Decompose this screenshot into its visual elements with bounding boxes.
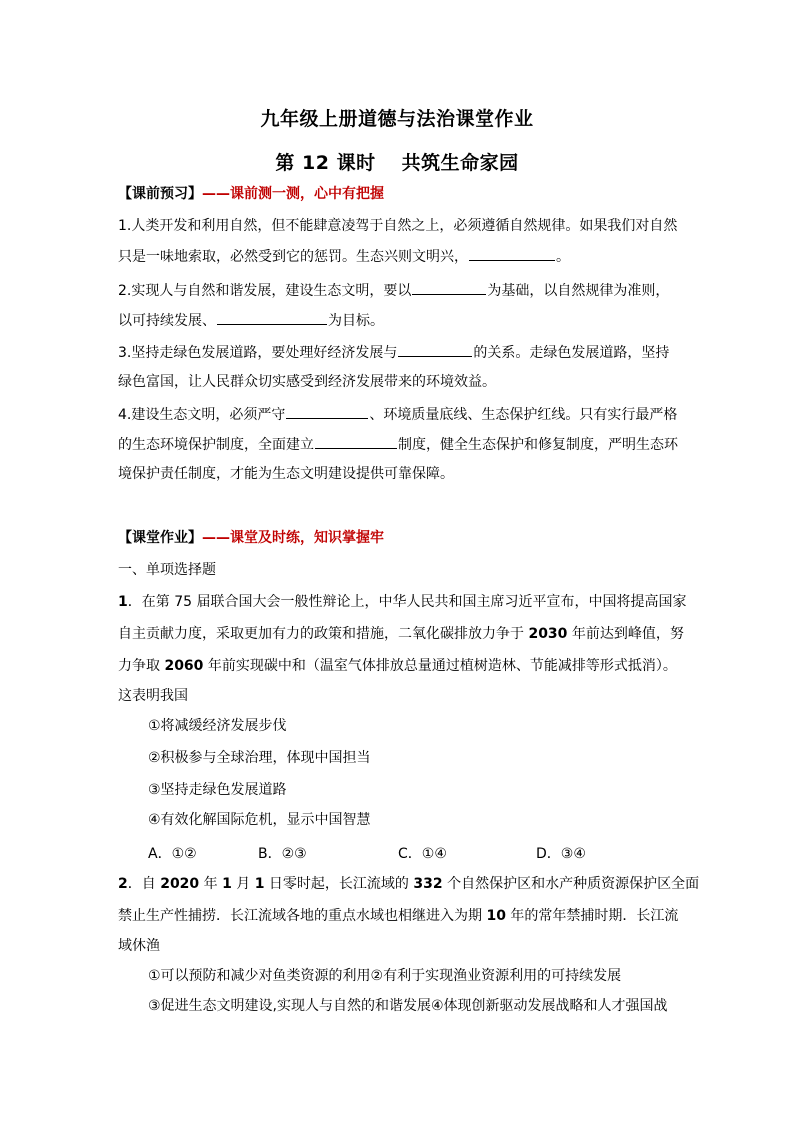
- question-number-value: 2020: [160, 876, 200, 892]
- preview-text: 只是一味地索取，必然受到它的惩罚。生态兴则文明兴，: [118, 249, 468, 265]
- question-1-option-3: ③坚持走绿色发展道路: [148, 782, 287, 798]
- question-text: 年前实现碳中和（温室气体排放总量通过植树造林、节能减排等形式抵消）。: [203, 658, 677, 674]
- question-2-line-1: [118, 874, 700, 894]
- preview-item-4-line-2: [118, 434, 678, 455]
- question-number-value: 332: [413, 876, 443, 892]
- section-title: 一、单项选择题: [118, 562, 216, 578]
- preview-item-2-line-2: [118, 310, 678, 331]
- fill-blank[interactable]: [469, 246, 555, 261]
- classwork-slogan: ——课堂及时练，知识掌握牢: [202, 530, 384, 546]
- preview-text: 的关系。走绿色发展道路，坚持: [473, 345, 670, 361]
- question-year: 2030: [528, 626, 568, 642]
- fill-blank[interactable]: [315, 434, 397, 449]
- question-2-options-1: ①可以预防和减少对鱼类资源的利用②有利于实现渔业资源利用的可持续发展: [148, 968, 622, 984]
- question-number: 1: [118, 594, 128, 610]
- question-1-option-2: ②积极参与全球治理，体现中国担当: [148, 750, 371, 766]
- preview-text: 为目标。: [328, 313, 384, 329]
- preview-text: 制度，健全生态保护和修复制度，严明生态环: [398, 437, 678, 453]
- choice-c[interactable]: C．①④: [398, 846, 447, 862]
- classwork-heading-label: 【课堂作业】: [118, 530, 202, 546]
- question-number-value: 10: [486, 908, 506, 924]
- question-year: 2060: [164, 658, 204, 674]
- question-1-option-1: ①将减缓经济发展步伐: [148, 718, 287, 734]
- preview-text: 。: [556, 249, 570, 265]
- preview-text: 为基础，以自然规律为准则，: [487, 283, 670, 299]
- question-text: 禁止生产性捕捞．长江流域各地的重点水域也相继进入为期: [118, 908, 487, 924]
- preview-item-1-line-1: 1.人类开发和利用自然，但不能肆意凌驾于自然之上，必须遵循自然规律。如果我们对自然: [118, 218, 678, 234]
- choice-d[interactable]: D．③④: [536, 846, 586, 862]
- lesson-title: [0, 148, 794, 175]
- question-1-line-4: 这表明我国: [118, 688, 188, 704]
- question-text: 力争取: [118, 658, 165, 674]
- question-2-options-2: ③促进生态文明建设,实现人与自然的和谐发展④体现创新驱动发展战略和人才强国战: [148, 998, 668, 1014]
- fill-blank[interactable]: [412, 280, 486, 295]
- preview-item-4-line-1: [118, 404, 678, 425]
- question-text: ．在第 75 届联合国大会一般性辩论上，中华人民共和国主席习近平宣布，中国将提高国家: [127, 594, 687, 610]
- question-1-line-3: [118, 656, 678, 676]
- question-number-value: 1: [222, 876, 232, 892]
- fill-blank[interactable]: [217, 310, 327, 325]
- preview-item-2-line-1: [118, 280, 678, 301]
- question-2-line-3: 域休渔: [118, 938, 160, 954]
- lesson-name: 共筑生命家园: [401, 152, 519, 174]
- question-text: 自主贡献力度，采取更加有力的政策和措施，二氧化碳排放力争于: [118, 626, 529, 642]
- preview-text: 2.实现人与自然和谐发展，建设生态文明，要以: [118, 283, 412, 299]
- question-2-line-2: [118, 906, 678, 926]
- question-text: ．自: [127, 876, 161, 892]
- question-text: 年: [199, 876, 223, 892]
- question-text: 日零时起，长江流域的: [264, 876, 414, 892]
- lesson-number: 第 12 课时: [275, 152, 376, 174]
- question-1-option-4: ④有效化解国际危机，显示中国智慧: [148, 812, 371, 828]
- preview-text: 3.坚持走绿色发展道路，要处理好经济发展与: [118, 345, 398, 361]
- choice-a[interactable]: A．①②: [148, 846, 197, 862]
- document-title: 九年级上册道德与法治课堂作业: [260, 108, 534, 130]
- preview-heading-label: 【课前预习】: [118, 186, 202, 202]
- question-text: 年前达到峰值，努: [567, 626, 684, 642]
- preview-item-4-line-3: 境保护责任制度，才能为生态文明建设提供可靠保障。: [118, 466, 454, 482]
- classwork-heading: [118, 528, 678, 548]
- preview-text: 、环境质量底线、生态保护红线。只有实行最严格: [369, 407, 678, 423]
- question-text: 月: [231, 876, 255, 892]
- question-number: 2: [118, 876, 128, 892]
- preview-heading: [118, 184, 678, 204]
- question-1-line-2: [118, 624, 684, 644]
- preview-text: 以可持续发展、: [118, 313, 216, 329]
- preview-text: 4.建设生态文明，必须严守: [118, 407, 286, 423]
- preview-item-3-line-2: 绿色富国，让人民群众切实感受到经济发展带来的环境效益。: [118, 374, 496, 390]
- question-1-line-1: [118, 592, 687, 612]
- preview-item-1-line-2: [118, 246, 678, 267]
- question-text: 个自然保护区和水产种质资源保护区全面: [442, 876, 700, 892]
- preview-text: 的生态环境保护制度，全面建立: [118, 437, 314, 453]
- choice-b[interactable]: B．②③: [258, 846, 307, 862]
- question-text: 年的常年禁捕时期．长江流: [505, 908, 679, 924]
- fill-blank[interactable]: [286, 404, 368, 419]
- preview-item-3-line-1: [118, 342, 678, 363]
- question-number-value: 1: [254, 876, 265, 892]
- preview-slogan: ——课前测一测，心中有把握: [202, 186, 384, 202]
- fill-blank[interactable]: [398, 342, 472, 357]
